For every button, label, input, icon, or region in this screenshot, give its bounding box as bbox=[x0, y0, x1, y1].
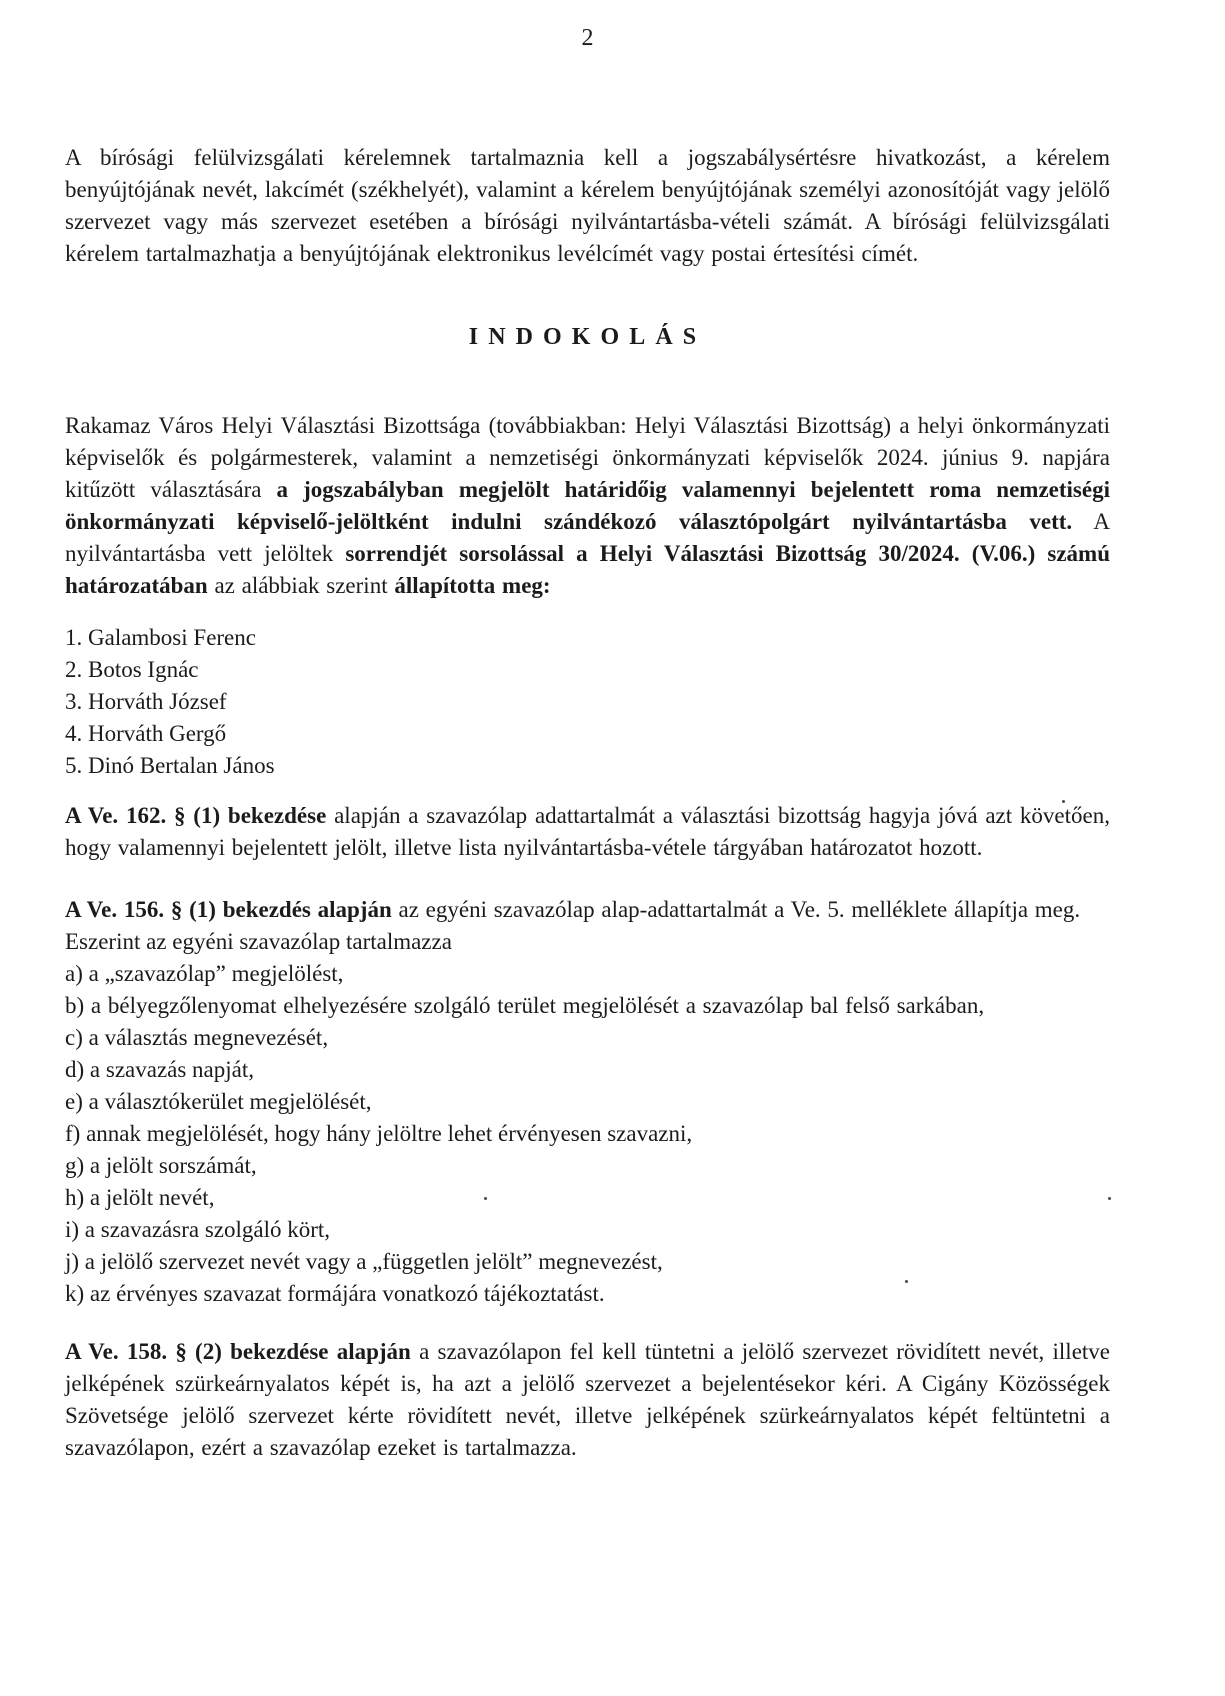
registration-run-bold: a jogszabályban megjelölt határidőig valamennyi bejelentett roma nemzetiségi önkormányzati képviselő-jelöltként indulni szándékozó választópolgárt nyilvántartásba vett. bbox=[65, 477, 1110, 534]
paragraph-ve156 bbox=[65, 894, 1110, 926]
ballot-item: j) a jelölő szervezet nevét vagy a „független jelölt” megnevezést, bbox=[65, 1249, 663, 1274]
ve162-lead-bold: A Ve. 162. § (1) bekezdése bbox=[65, 803, 327, 828]
paragraph-ve158 bbox=[65, 1336, 1110, 1464]
paragraph-ve162 bbox=[65, 800, 1110, 864]
scan-artifact-dot bbox=[1062, 800, 1065, 803]
ve158-body: a szavazólapon fel kell tüntetni a jelölő szervezet rövidített nevét, illetve jelképének szürkeárnyalatos képét is, ha azt a jelölő szervezet a bejelentésekor kéri. A Cigány Közösségek Szövetsége jelölő szervezet kérte rövidített nevét, illetve jelképének szürkeárnyalatos képét feltüntetni a szavazólapon, ezért a szavazólap ezeket is tartalmazza. bbox=[65, 1339, 1111, 1460]
paragraph-judicial-review: A bírósági felülvizsgálati kérelemnek tartalmaznia kell a jogszabálysértésre hivatkozást, a kérelem benyújtójának nevét, lakcímét (székhelyét), valamint a kérelem benyújtójának személyi azonosítóját vagy jelölő szervezet vagy más szervezet esetében a bírósági nyilvántartásba-vételi számát. A bírósági felülvizsgálati kérelem tartalmazhatja a benyújtójának elektronikus levélcímét vagy postai értesítési címét. bbox=[65, 145, 1110, 266]
ballot-content-list bbox=[65, 958, 1110, 1310]
ballot-intro-line: Eszerint az egyéni szavazólap tartalmazza bbox=[65, 929, 452, 954]
ballot-item: h) a jelölt nevét, bbox=[65, 1185, 215, 1210]
registration-run-bold: sorrendjét sorsolással a Helyi Választási Bizottság 30/2024. (V.06.) számú határozatában bbox=[65, 541, 1110, 598]
ballot-item: b) a bélyegzőlenyomat elhelyezésére szolgáló terület megjelölését a szavazólap bal felső sarkában, bbox=[65, 993, 985, 1018]
ve158-lead-bold: A Ve. 158. § (2) bekezdése alapján bbox=[65, 1339, 411, 1364]
ballot-item: i) a szavazásra szolgáló kört, bbox=[65, 1217, 331, 1242]
scan-artifact-dot bbox=[905, 1280, 908, 1283]
scan-artifact-dot bbox=[1108, 1197, 1111, 1200]
ballot-item: c) a választás megnevezését, bbox=[65, 1025, 329, 1050]
registration-run: A nyilvántartásba vett jelöltek bbox=[65, 509, 1111, 566]
ballot-item: e) a választókerület megjelölését, bbox=[65, 1089, 372, 1114]
section-heading-indokolas: INDOKOLÁS bbox=[468, 324, 707, 350]
candidate-item: 5. Dinó Bertalan János bbox=[65, 753, 275, 778]
ballot-item: g) a jelölt sorszámát, bbox=[65, 1153, 257, 1178]
ve162-body: alapján a szavazólap adattartalmát a választási bizottság hagyja jóvá azt követően, hogy valamennyi bejelentett jelölt, illetve lista nyilvántartásba-vétele tárgyában határozatot hozott. bbox=[65, 803, 1110, 860]
candidate-item: 4. Horváth Gergő bbox=[65, 721, 227, 746]
paragraph-registration bbox=[65, 410, 1110, 602]
candidate-item: 3. Horváth József bbox=[65, 689, 227, 714]
registration-run-bold: állapította meg: bbox=[394, 573, 551, 598]
page-number: 2 bbox=[581, 25, 594, 51]
candidate-item: 2. Botos Ignác bbox=[65, 657, 199, 682]
ballot-item: d) a szavazás napját, bbox=[65, 1057, 255, 1082]
scan-artifact-dot bbox=[484, 1197, 487, 1200]
candidate-item: 1. Galambosi Ferenc bbox=[65, 625, 256, 650]
ballot-item: k) az érvényes szavazat formájára vonatkozó tájékoztatást. bbox=[65, 1281, 605, 1306]
candidate-list bbox=[65, 622, 1110, 782]
ballot-item: a) a „szavazólap” megjelölést, bbox=[65, 961, 344, 986]
ve156-body: az egyéni szavazólap alap-adattartalmát a Ve. 5. melléklete állapítja meg. bbox=[391, 897, 1081, 922]
registration-run: az alábbiak szerint bbox=[207, 573, 395, 598]
ve156-lead-bold: A Ve. 156. § (1) bekezdés alapján bbox=[65, 897, 392, 922]
registration-run: Rakamaz Város Helyi Választási Bizottsága (továbbiakban: Helyi Választási Bizottság) a helyi önkormányzati képviselők és polgármesterek, valamint a nemzetiségi önkormányzati képviselők 2024. június 9. napjára kitűzött választására bbox=[65, 413, 1110, 502]
ballot-item: f) annak megjelölését, hogy hány jelöltre lehet érvényesen szavazni, bbox=[65, 1121, 693, 1146]
